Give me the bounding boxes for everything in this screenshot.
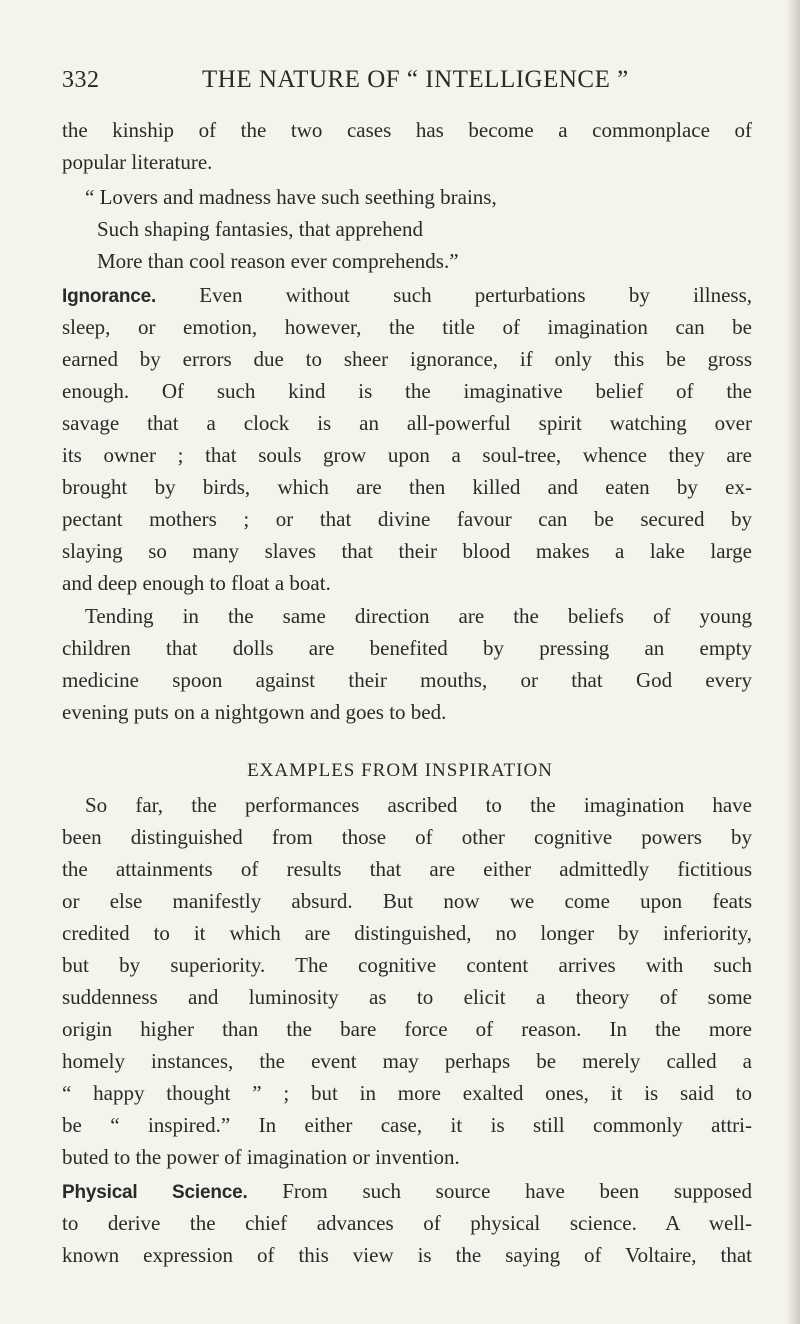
paragraph-line: slaying so many slaves that their blood makes a lake large [62, 539, 752, 563]
paragraph-line: the kinship of the two cases has become a commonplace of [62, 118, 752, 142]
paragraph-line: popular literature. [62, 150, 213, 174]
verse-line: More than cool reason ever comprehends.” [97, 249, 459, 273]
paragraph-line: brought by birds, which are then killed and eaten by ex- [62, 475, 752, 499]
physical-first-line [62, 1175, 752, 1209]
paragraph-line: origin higher than the bare force of reason. In the more [62, 1017, 752, 1041]
running-header [62, 62, 762, 98]
verse-line: Such shaping fantasies, that apprehend [97, 217, 423, 241]
paragraph-line-rest: Even without such perturbations by illness, [156, 283, 752, 307]
paragraph-line: sleep, or emotion, however, the title of imagination can be [62, 315, 752, 339]
paragraph-line: savage that a clock is an all-powerful spirit watching over [62, 411, 752, 435]
paragraph-line: or else manifestly absurd. But now we come upon feats [62, 889, 752, 913]
paragraph-line: Tending in the same direction are the beliefs of young [85, 604, 752, 628]
paragraph-line: earned by errors due to sheer ignorance, if only this be gross [62, 347, 752, 371]
paragraph-line: buted to the power of imagination or invention. [62, 1145, 460, 1169]
paragraph-line: medicine spoon against their mouths, or that God every [62, 668, 752, 692]
ignorance-first-line [62, 279, 752, 313]
section-title: EXAMPLES FROM INSPIRATION [247, 760, 553, 781]
paragraph-line: So far, the performances ascribed to the imagination have [85, 793, 752, 817]
paragraph-line: enough. Of such kind is the imaginative belief of the [62, 379, 752, 403]
paragraph-line: to derive the chief advances of physical science. A well- [62, 1211, 752, 1235]
paragraph-line: its owner ; that souls grow upon a soul-tree, whence they are [62, 443, 752, 467]
paragraph-line-rest: From such source have been supposed [247, 1179, 752, 1203]
paragraph-line: suddenness and luminosity as to elicit a theory of some [62, 985, 752, 1009]
verse-line: “ Lovers and madness have such seething brains, [85, 185, 497, 209]
paragraph-line: known expression of this view is the saying of Voltaire, that [62, 1243, 752, 1267]
side-heading-physical-science: Physical Science. [62, 1182, 248, 1203]
paragraph-line: but by superiority. The cognitive content arrives with such [62, 953, 752, 977]
running-title: THE NATURE OF “ INTELLIGENCE ” [202, 66, 629, 93]
side-heading-ignorance: Ignorance. [62, 286, 157, 307]
paragraph-line: the attainments of results that are either admittedly fictitious [62, 857, 752, 881]
paragraph-line: pectant mothers ; or that divine favour can be secured by [62, 507, 752, 531]
paragraph-line: be “ inspired.” In either case, it is still commonly attri- [62, 1113, 752, 1137]
paragraph-line: “ happy thought ” ; but in more exalted ones, it is said to [62, 1081, 752, 1105]
paragraph-line: been distinguished from those of other cognitive powers by [62, 825, 752, 849]
paragraph-line: homely instances, the event may perhaps be merely called a [62, 1049, 752, 1073]
paragraph-line: and deep enough to float a boat. [62, 571, 331, 595]
page-edge-shadow [786, 0, 800, 1324]
paragraph-line: credited to it which are distinguished, no longer by inferiority, [62, 921, 752, 945]
page-number: 332 [62, 67, 100, 93]
paragraph-line: children that dolls are benefited by pressing an empty [62, 636, 752, 660]
paragraph-line: evening puts on a nightgown and goes to bed. [62, 700, 447, 724]
